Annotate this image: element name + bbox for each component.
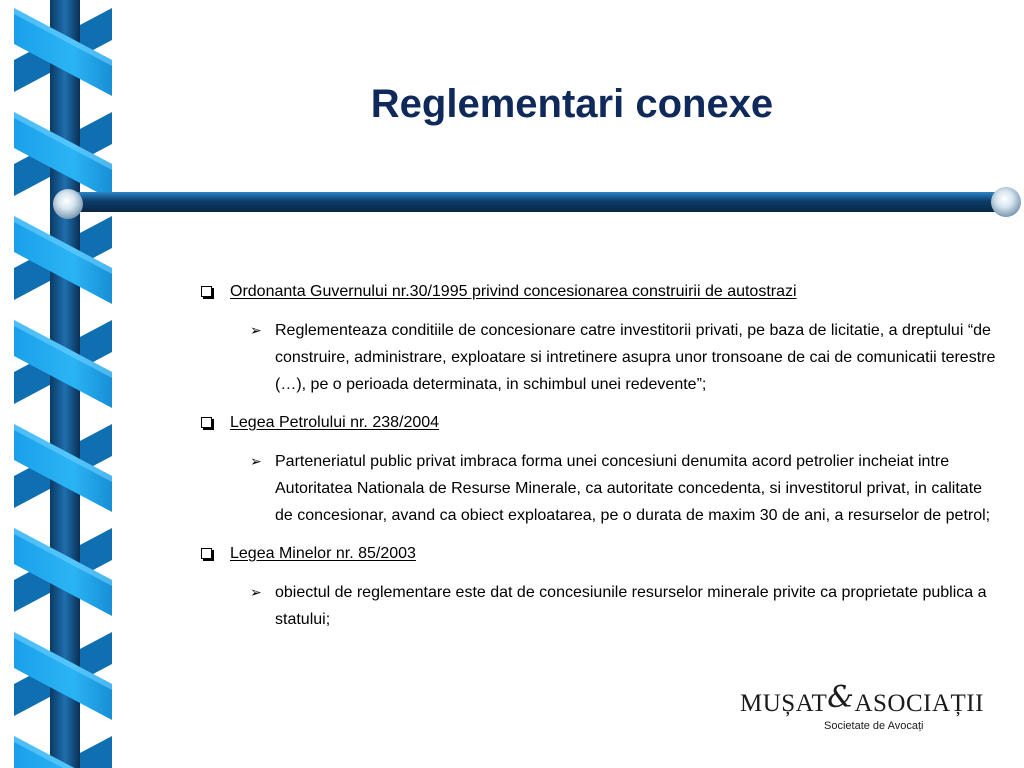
square-bullet-icon [201,286,212,297]
bullet-list [198,278,1008,644]
list-item-detail [250,448,1000,529]
title-divider-bar [50,186,1024,222]
logo-right-word: ASOCIAȚII [854,690,984,717]
decorative-helix [0,0,120,768]
list-item [198,278,1008,306]
list-item [198,409,1008,437]
firm-logo [740,682,1002,738]
square-bullet-icon [201,417,212,428]
list-item-detail-text: Reglementeaza conditiile de concesionare catre investitorii privati, pe baza de licitatie, a dreptului “de construire, administrare, exploatare si intretinere asupra unor tronsoane de cai de comunicatii terestre (…), pe o perioada determinata, in schimbul unei redevente”; [275,322,996,393]
list-item [198,540,1008,568]
logo-tagline: Societate de Avocați [824,720,924,732]
logo-wordmark [740,680,1002,719]
logo-ampersand: & [827,680,855,715]
list-item-detail [250,579,1000,633]
list-item-heading: Ordonanta Guvernului nr.30/1995 privind concesionarea construirii de autostrazi [230,283,797,300]
logo-left-word: MUȘAT [740,690,828,717]
list-item-heading: Legea Minelor nr. 85/2003 [230,545,416,562]
arrow-bullet-icon: ➢ [250,584,262,600]
arrow-bullet-icon: ➢ [250,322,262,338]
slide-title: Reglementari conexe [370,82,774,126]
list-item-detail-text: Parteneriatul public privat imbraca forma unei concesiuni denumita acord petrolier incheiat intre Autoritatea Nationala de Resurse Minerale, ca autoritate concedenta, si investitorul privat, in calitate de concesionar, avand ca obiect exploatarea, pe o durata de maxim 30 de ani, a resurselor de petrol; [275,453,991,524]
list-item-detail [250,317,1000,398]
left-bar-knob [53,189,83,219]
square-bullet-icon [201,548,212,559]
arrow-bullet-icon: ➢ [250,453,262,469]
list-item-heading: Legea Petrolului nr. 238/2004 [230,414,440,431]
list-item-detail-text: obiectul de reglementare este dat de concesiunile resurselor minerale privite ca proprietate publica a statului; [275,584,987,628]
right-bar-knob [991,187,1021,217]
